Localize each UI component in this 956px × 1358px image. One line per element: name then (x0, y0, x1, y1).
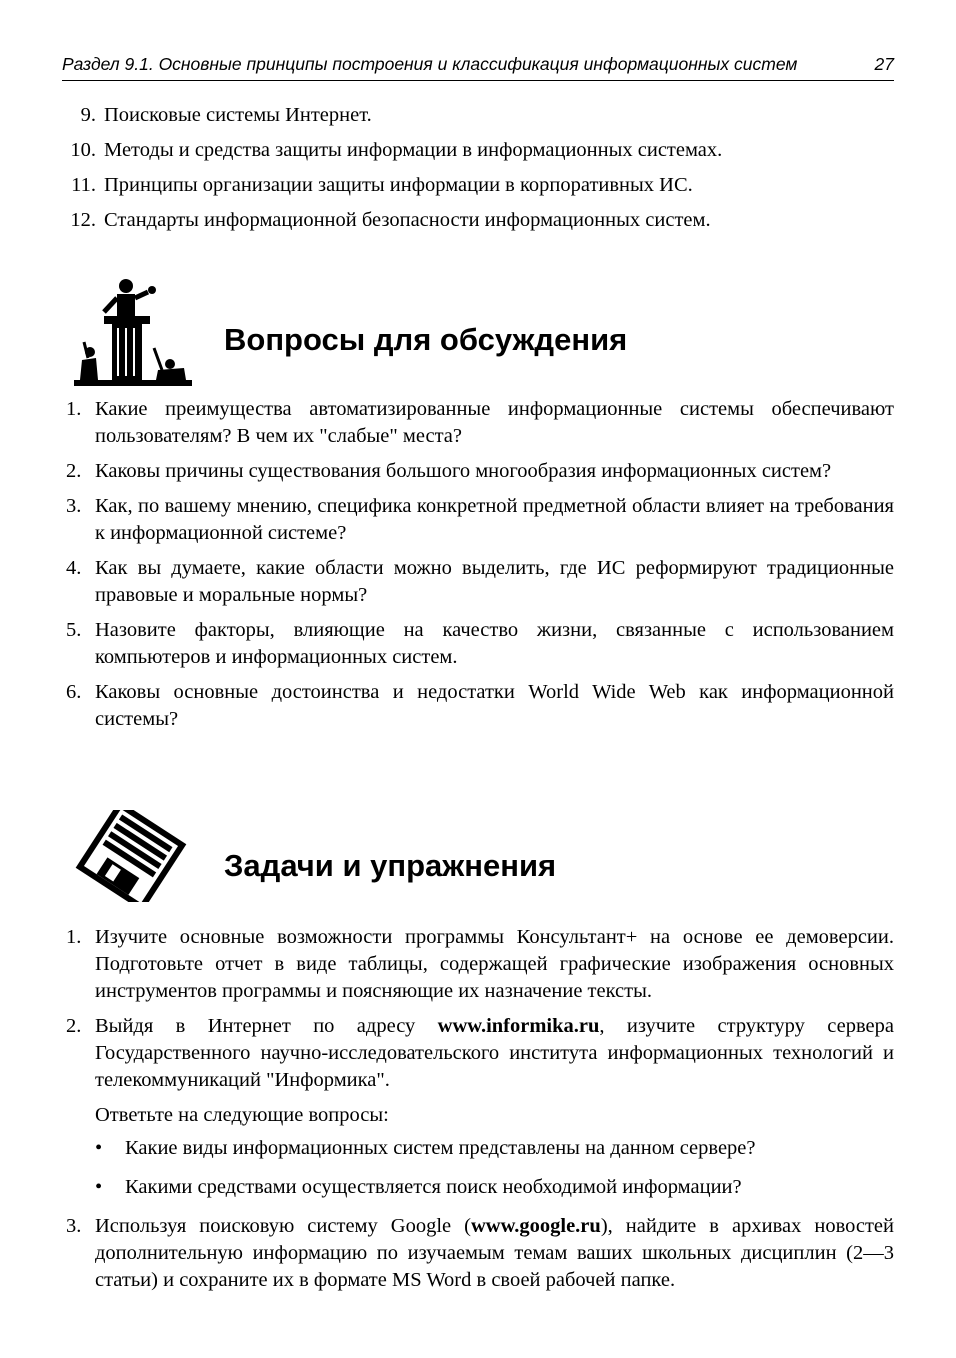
list-item: 2. Каковы причины существования большого многообразия информационных систем? (66, 460, 832, 482)
list-item: 1. Какие преимущества автоматизированные информационные системы обеспечивают пользователям? В чем их "слабые" места? (66, 398, 894, 447)
header-title: Раздел 9.1. Основные принципы построения и классификация информационных систем (62, 54, 798, 74)
list-item: 5. Назовите факторы, влияющие на качество жизни, связанные с использованием компьютеров и информационных систем. (66, 619, 894, 668)
list-item: 10. Методы и средства защиты информации в информационных системах. (70, 139, 723, 161)
google-link[interactable]: www.google.ru (470, 1215, 601, 1237)
bullet-item: • Какими средствами осуществляется поиск необходимой информации? (95, 1174, 894, 1201)
list-item: 11. Принципы организации защиты информации в корпоративных ИС. (71, 174, 693, 196)
topic-list (62, 102, 894, 242)
discussion-heading: Вопросы для обсуждения (224, 322, 628, 357)
list-item: 6. Каковы основные достоинства и недостатки World Wide Web как информационной системы? (66, 681, 894, 730)
list-item: 2. Выйдя в Интернет по адресу www.informika.ru, изучите структуру сервера Государственного научно-исследовательского института информационных технологий и телекоммуникаций "Информика". Ответьте на следующие вопросы: • Какие виды информационных систем представлены на данном сервере? • Какими средствами осуществляется поиск необходимой информации? (62, 1013, 894, 1201)
list-item: 3. Используя поисковую систему Google (www.google.ru), найдите в архивах новостей дополнительную информацию по изучаемым темам ваших школьных дисциплин (2—3 статьи) и сохраните их в формате MS Word в своей рабочей папке. (66, 1215, 894, 1291)
bullet-list (95, 1135, 894, 1201)
page-number: 27 (874, 54, 894, 74)
bullet-item: • Какие виды информационных систем представлены на данном сервере? (95, 1135, 894, 1162)
tasks-list (62, 924, 894, 1302)
running-header (62, 54, 894, 81)
floppy-disk-icon (72, 810, 190, 902)
speaker-podium-icon (74, 278, 192, 390)
questions-prompt: Ответьте на следующие вопросы: (95, 1104, 389, 1126)
discussion-questions (62, 396, 894, 741)
list-item: 12. Стандарты информационной безопасности информационных систем. (70, 209, 711, 231)
list-item: 1. Изучите основные возможности программы Консультант+ на основе ее демоверсии. Подготовьте отчет в виде таблицы, содержащей графические изображения основных инструментов программы и поясняющие их назначение тексты. (66, 926, 894, 1002)
informika-link[interactable]: www.informika.ru (437, 1015, 600, 1037)
list-item: 3. Как, по вашему мнению, специфика конкретной предметной области влияет на требования к информационной системе? (66, 495, 894, 544)
list-item: 9. Поисковые системы Интернет. (80, 104, 372, 126)
tasks-heading: Задачи и упражнения (224, 848, 557, 883)
list-item: 4. Как вы думаете, какие области можно выделить, где ИС реформируют традиционные правовые и моральные нормы? (66, 557, 894, 606)
